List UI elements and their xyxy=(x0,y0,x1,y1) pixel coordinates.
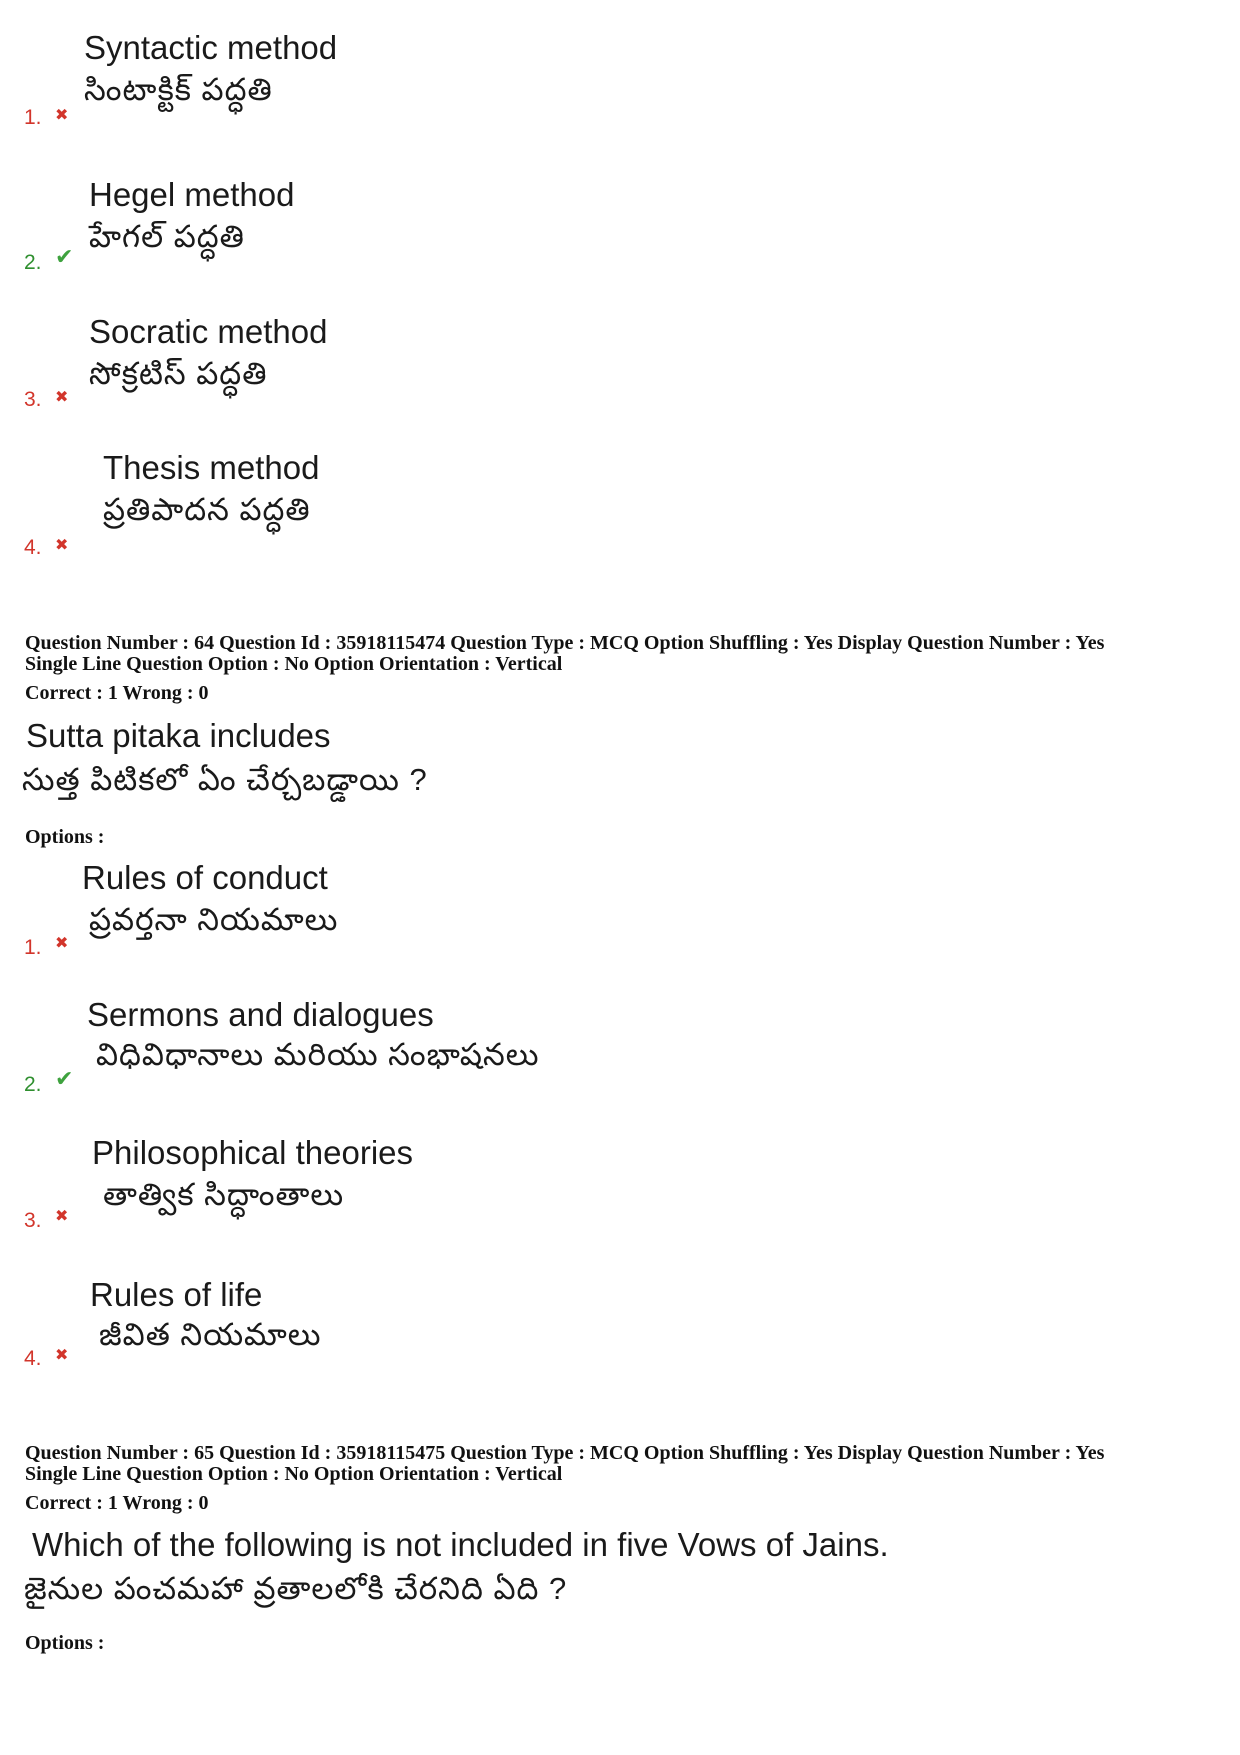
option-text-en: Socratic method xyxy=(89,313,328,350)
option-text-te: ప్రవర్తనా నియమాలు xyxy=(89,902,339,937)
cross-mark-icon: ✖ xyxy=(55,535,69,554)
option-number: 2. xyxy=(24,1073,42,1096)
question-marks: Correct : 1 Wrong : 0 xyxy=(25,1492,209,1514)
question-text-te: సుత్త పిటికలో ఏం చేర్చబడ్డాయి ? xyxy=(22,762,428,797)
question-meta-line1: Question Number : 64 Question Id : 35918115474 Question Type : MCQ Option Shuffling : Yes Display Question Number : Yes xyxy=(25,632,1105,654)
option-number: 4. xyxy=(24,536,42,559)
cross-mark-icon: ✖ xyxy=(55,933,69,952)
option-number: 2. xyxy=(24,251,42,274)
check-mark-icon: ✔ xyxy=(55,1067,74,1092)
option-text-en: Hegel method xyxy=(89,176,295,213)
option-number: 1. xyxy=(24,936,42,959)
option-number: 3. xyxy=(24,388,42,411)
option-number: 3. xyxy=(24,1209,42,1232)
question-meta-line2: Single Line Question Option : No Option Orientation : Vertical xyxy=(25,1463,563,1485)
question-marks: Correct : 1 Wrong : 0 xyxy=(25,682,209,704)
question-meta-line2: Single Line Question Option : No Option Orientation : Vertical xyxy=(25,653,563,675)
options-label: Options : xyxy=(25,826,105,848)
question-meta-line1: Question Number : 65 Question Id : 35918115475 Question Type : MCQ Option Shuffling : Yes Display Question Number : Yes xyxy=(25,1442,1105,1464)
check-mark-icon: ✔ xyxy=(55,245,74,270)
option-text-en: Philosophical theories xyxy=(92,1134,414,1171)
cross-mark-icon: ✖ xyxy=(55,1206,69,1225)
option-text-en: Syntactic method xyxy=(84,29,338,66)
option-text-te: సోక్రటిస్ పద్ధతి xyxy=(89,356,268,391)
cross-mark-icon: ✖ xyxy=(55,1345,69,1364)
cross-mark-icon: ✖ xyxy=(55,387,69,406)
option-text-te: సింటాక్టిక్ పద్ధతి xyxy=(84,72,273,107)
option-text-te: విధివిధానాలు మరియు సంభాషనలు xyxy=(96,1037,540,1072)
question-text-en: Sutta pitaka includes xyxy=(26,717,331,754)
option-text-en: Rules of life xyxy=(90,1276,263,1313)
option-text-en: Thesis method xyxy=(103,449,320,486)
option-text-te: జీవిత నియమాలు xyxy=(99,1317,322,1352)
option-text-te: హేగల్ పద్ధతి xyxy=(89,219,245,254)
option-number: 4. xyxy=(24,1347,42,1370)
question-text-en: Which of the following is not included in five Vows of Jains. xyxy=(32,1526,889,1563)
option-text-en: Rules of conduct xyxy=(82,859,328,896)
option-number: 1. xyxy=(24,106,42,129)
option-text-te: తాత్విక సిద్ధాంతాలు xyxy=(103,1177,345,1212)
cross-mark-icon: ✖ xyxy=(55,105,69,124)
option-text-te: ప్రతిపాదన పద్ధతి xyxy=(103,492,311,527)
option-text-en: Sermons and dialogues xyxy=(87,996,434,1033)
question-text-te: జైనుల పంచమహా వ్రతాలలోకి చేరనిది ఏది ? xyxy=(24,1571,568,1606)
options-label: Options : xyxy=(25,1632,105,1654)
